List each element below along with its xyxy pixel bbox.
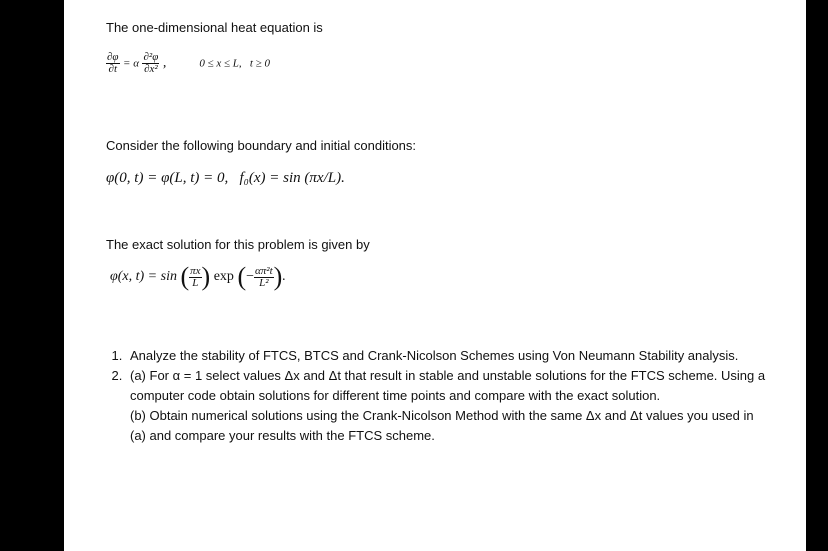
sin-arg-numerator: πx — [190, 264, 201, 277]
minus-sign: − — [246, 269, 255, 284]
equals-alpha: = α — [123, 57, 139, 70]
lhs-numerator: ∂φ — [107, 51, 119, 63]
domain-text: 0 ≤ x ≤ L, t ≥ 0 — [199, 57, 270, 70]
open-paren-2: ( — [237, 262, 247, 291]
task-item — [126, 346, 766, 366]
exact-lhs: φ(x, t) = sin — [110, 269, 177, 284]
close-paren-1: ) — [201, 262, 211, 291]
rhs-fraction — [142, 52, 159, 75]
exp-arg-numerator: απ²t — [255, 264, 273, 277]
task-2a-text: 2. (a) For α = 1 select values Δx and Δt that result in stable and unstable solutions for the FTCS scheme. Using a computer code obtain solutions for different time points and compare with the exact solution. — [130, 368, 766, 403]
exact-end: . — [282, 269, 286, 284]
rhs-denominator: ∂x² — [144, 63, 158, 75]
close-paren-2: ) — [273, 262, 283, 291]
task-1-text: Analyze the stability of FTCS, BTCS and Crank-Nicolson Schemes using Von Neumann Stability analysis. — [130, 348, 739, 363]
intro-text: The one-dimensional heat equation is — [106, 20, 323, 35]
conditions-intro: Consider the following boundary and initial conditions: — [106, 138, 417, 153]
document-page — [64, 0, 806, 551]
lhs-fraction — [106, 52, 120, 75]
boundary-conditions: φ(0, t) = φ(L, t) = 0, f₀(x) = sin (πx/L). — [106, 170, 345, 186]
exact-intro: The exact solution for this problem is given by — [106, 237, 370, 252]
heat-equation — [106, 52, 270, 75]
pde-comma: , — [162, 55, 167, 71]
sin-arg-denominator: L — [192, 276, 199, 289]
task-2b-text: (b) Obtain numerical solutions using the Crank-Nicolson Method with the same Δx and Δt values you used in (a) and compare your results with the FTCS scheme. — [130, 408, 754, 443]
exp-argument — [254, 266, 274, 289]
exp-function: exp — [213, 269, 234, 284]
open-paren-1: ( — [180, 262, 190, 291]
exact-solution — [110, 262, 286, 292]
task-item — [126, 366, 766, 446]
lhs-denominator: ∂t — [108, 63, 118, 75]
task-list — [104, 346, 766, 446]
rhs-numerator: ∂²φ — [143, 51, 159, 63]
exp-arg-denominator: L² — [259, 276, 269, 289]
sin-argument — [189, 266, 201, 289]
